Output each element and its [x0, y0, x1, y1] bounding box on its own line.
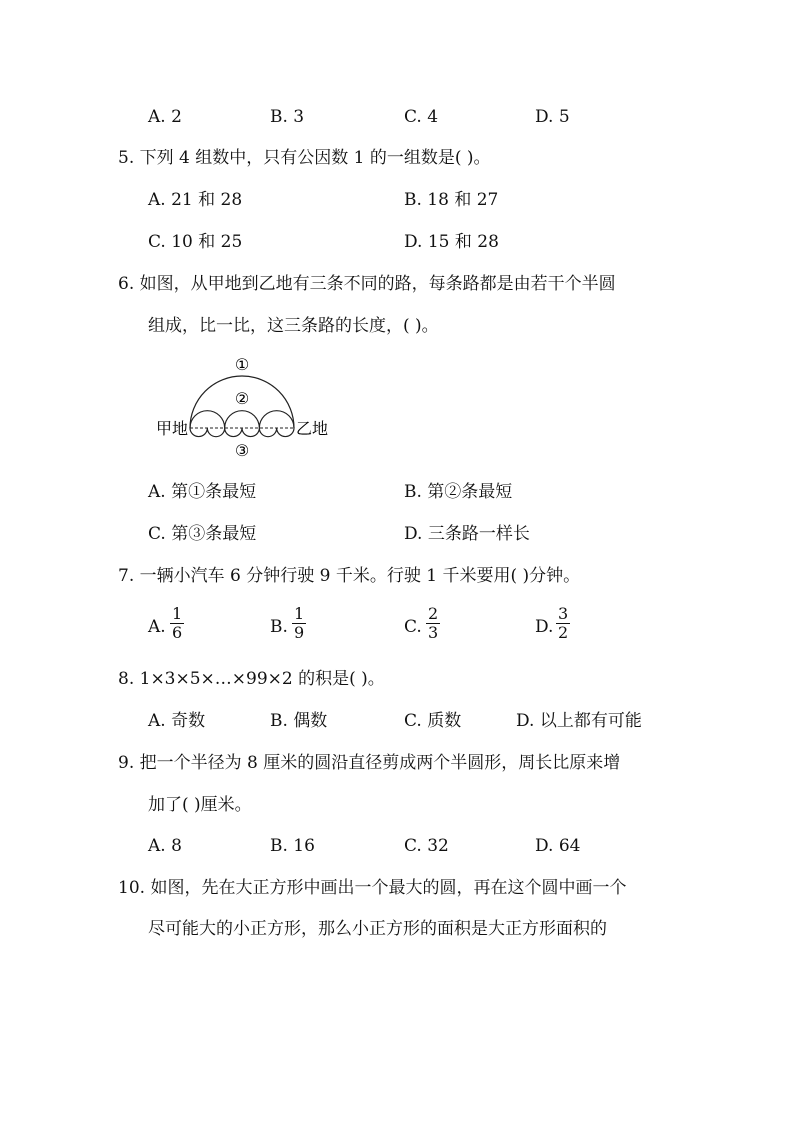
q6-stem-line2: 组成，比一比，这三条路的长度，( )。: [148, 316, 439, 336]
q9-option-a: A. 8: [148, 836, 182, 856]
q7-option-b-letter: B.: [270, 617, 288, 637]
q9-option-c: C. 32: [404, 836, 449, 856]
q6-option-c: C. 第③条最短: [148, 524, 257, 544]
fraction-denominator: 3: [428, 623, 439, 642]
q7-option-c-fraction: [426, 605, 440, 642]
q5-option-d: D. 15 和 28: [404, 232, 499, 252]
q7-option-d-fraction: [556, 605, 570, 642]
q7-option-a-letter: A.: [148, 617, 166, 637]
start-label: 甲地: [155, 419, 188, 438]
fraction-numerator: 1: [172, 604, 183, 623]
q9-stem-line2: 加了( )厘米。: [148, 795, 252, 815]
q5-stem: 5. 下列 4 组数中，只有公因数 1 的一组数是( )。: [118, 148, 491, 168]
path-1-label: ①: [234, 355, 250, 374]
q4-option-d: D. 5: [535, 107, 570, 127]
path-2-medium-semicircles: [190, 411, 294, 428]
q8-option-a: A. 奇数: [148, 711, 206, 731]
q4-option-a: A. 2: [148, 107, 182, 127]
q7-option-d-letter: D.: [535, 617, 554, 637]
q5-option-a: A. 21 和 28: [148, 190, 243, 210]
q6-stem-line1: 6. 如图，从甲地到乙地有三条不同的路，每条路都是由若干个半圆: [118, 274, 616, 294]
q8-stem: 8. 1×3×5×…×99×2 的积是( )。: [118, 669, 385, 689]
path-2-label: ②: [234, 389, 250, 408]
q8-option-c: C. 质数: [404, 711, 462, 731]
fraction-denominator: 6: [172, 623, 183, 642]
q5-option-c: C. 10 和 25: [148, 232, 243, 252]
q6-semicircle-paths-figure: [140, 350, 350, 465]
q5-option-b: B. 18 和 27: [404, 190, 499, 210]
fraction-numerator: 1: [294, 604, 305, 623]
q9-option-d: D. 64: [535, 836, 581, 856]
fraction-denominator: 2: [558, 623, 569, 642]
q10-stem-line2: 尽可能大的小正方形，那么小正方形的面积是大正方形面积的: [148, 919, 607, 939]
q9-stem-line1: 9. 把一个半径为 8 厘米的圆沿直径剪成两个半圆形，周长比原来增: [118, 753, 621, 773]
q7-option-c-letter: C.: [404, 617, 422, 637]
q7-stem: 7. 一辆小汽车 6 分钟行驶 9 千米。行驶 1 千米要用( )分钟。: [118, 566, 581, 586]
path-3-small-semicircles: [190, 428, 294, 437]
q4-option-c: C. 4: [404, 107, 439, 127]
fraction-numerator: 3: [558, 604, 569, 623]
fraction-numerator: 2: [428, 604, 439, 623]
q6-option-a: A. 第①条最短: [148, 482, 257, 502]
q8-option-b: B. 偶数: [270, 711, 328, 731]
q6-option-b: B. 第②条最短: [404, 482, 513, 502]
q10-stem-line1: 10. 如图，先在大正方形中画出一个最大的圆，再在这个圆中画一个: [118, 878, 627, 898]
q7-option-a-fraction: [170, 605, 184, 642]
q9-option-b: B. 16: [270, 836, 315, 856]
q8-option-d: D. 以上都有可能: [516, 711, 642, 731]
fraction-denominator: 9: [294, 623, 305, 642]
end-label: 乙地: [296, 419, 329, 438]
path-3-label: ③: [234, 441, 250, 460]
q6-option-d: D. 三条路一样长: [404, 524, 530, 544]
q4-option-b: B. 3: [270, 107, 305, 127]
q7-option-b-fraction: [292, 605, 306, 642]
